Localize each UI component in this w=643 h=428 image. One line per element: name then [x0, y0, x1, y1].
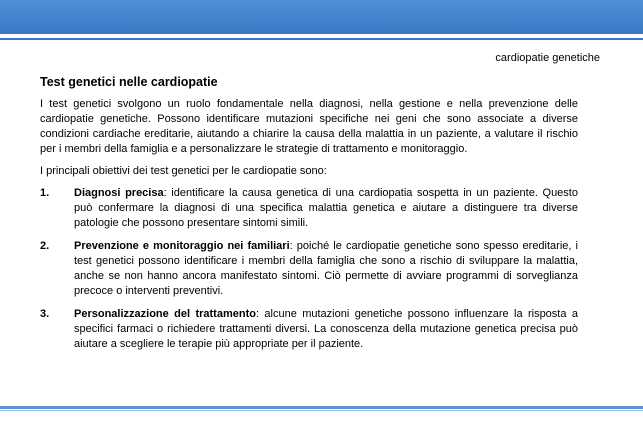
objectives-intro: I principali obiettivi dei test genetici per le cardiopatie sono: [40, 165, 327, 177]
list-item-term: Diagnosi precisa [74, 187, 164, 199]
footer-rule [0, 406, 643, 409]
list-item-number: 3. [40, 308, 50, 320]
header-rule [0, 38, 643, 40]
objectives-list [40, 186, 578, 352]
intro-paragraph: I test genetici svolgono un ruolo fondamentale nella diagnosi, nella gestione e nella prevenzione delle cardiopatie genetiche. Possono identificare mutazioni specifiche nei geni che sono associate a diverse condizioni cardiache ereditarie, aiutando a chiarire la causa della malattia in un paziente, a valutare il rischio per i membri della famiglia e a personalizzare le strategie di trattamento e monitoraggio. [40, 98, 578, 155]
list-item [40, 239, 578, 299]
list-item [40, 307, 578, 352]
list-item-text: : identificare la causa genetica di una cardiopatia sospetta in un paziente. Questo può confermare la diagnosi di una specifica malattia genetica e aiutare a distinguere tra diverse patologie che possono presentare sintomi simili. [74, 187, 578, 229]
list-item-term: Personalizzazione del trattamento [74, 308, 256, 320]
list-item-term: Prevenzione e monitoraggio nei familiari [74, 240, 290, 252]
document-body [40, 74, 578, 360]
header-bar [0, 0, 643, 34]
list-item-number: 2. [40, 240, 50, 252]
list-item [40, 186, 578, 231]
list-item-text: : alcune mutazioni genetiche possono influenzare la risposta a specifici farmaci o richiedere trattamenti diversi. La conoscenza della mutazione genetica precisa può aiutare a scegliere le terapie più appropriate per il paziente. [74, 308, 578, 350]
list-item-text: : poiché le cardiopatie genetiche sono spesso ereditarie, i test genetici possono identificare i membri della famiglia che sono a rischio di sviluppare la malattia, anche se non hanno ancora manifestato sintomi. Ciò permette di avviare programmi di sorveglianza precoce o interventi preventivi. [74, 240, 578, 297]
footer-rule-thin [0, 410, 643, 411]
header-label: cardiopatie genetiche [495, 52, 600, 64]
list-item-number: 1. [40, 187, 50, 199]
document-title: Test genetici nelle cardiopatie [40, 75, 218, 89]
